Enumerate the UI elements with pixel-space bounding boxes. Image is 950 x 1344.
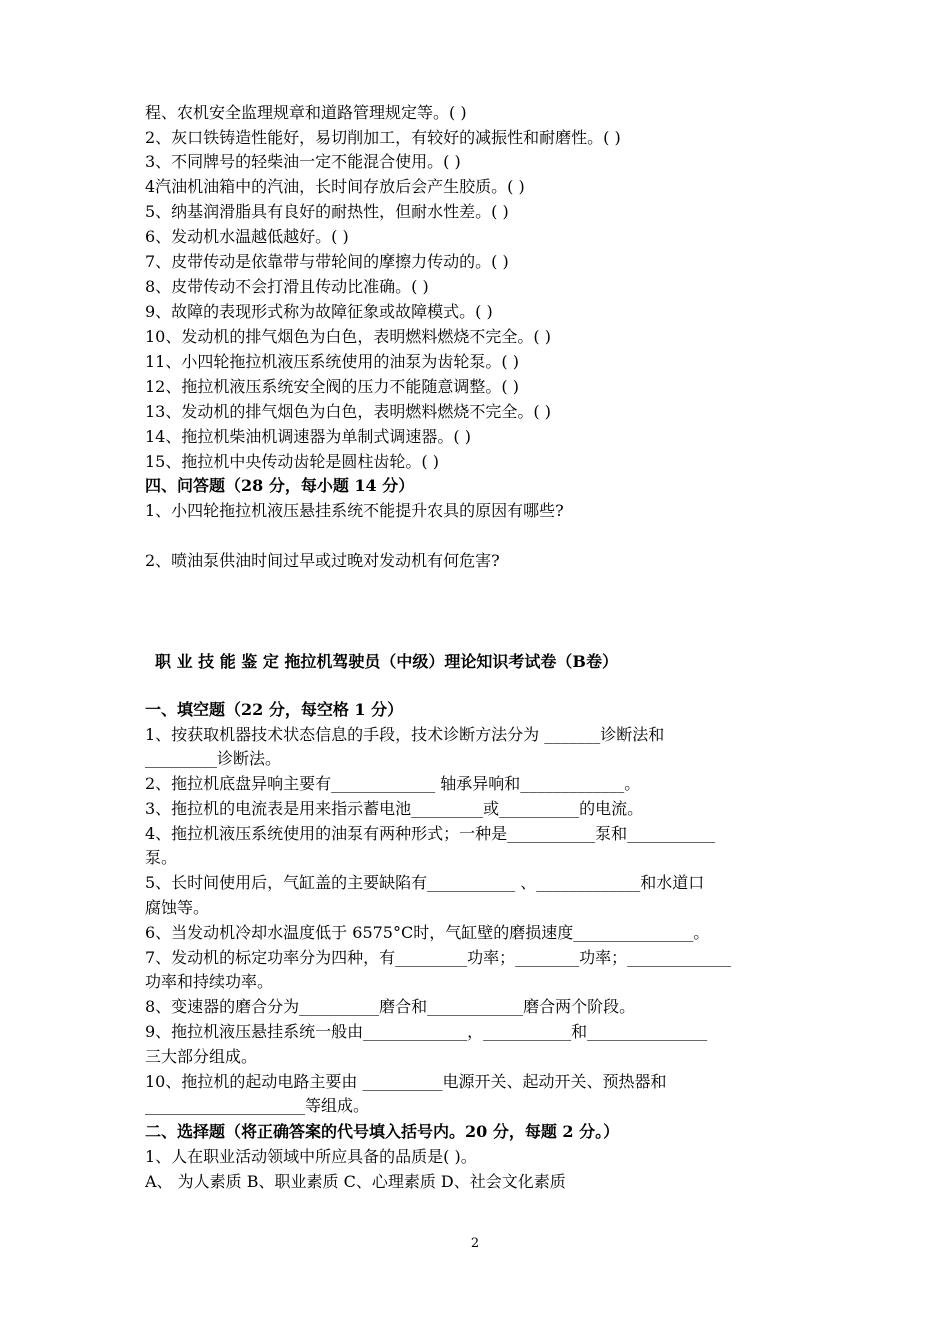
tf-item: 程、农机安全监理规章和道路管理规定等。( ) — [145, 103, 467, 122]
fill-line: 4、拖拉机液压系统使用的油泵有两种形式；一种是___________泵和___________ — [145, 824, 716, 843]
tf-item: 8、皮带传动不会打滑且传动比准确。( ) — [145, 277, 429, 296]
tf-item: 13、发动机的排气烟色为白色，表明燃料燃烧不完全。( ) — [145, 402, 551, 421]
section-heading: 一、填空题（22 分，每空格 1 分） — [145, 700, 404, 719]
fill-line: 1、按获取机器技术状态信息的手段，技术诊断方法分为 _______诊断法和 — [145, 725, 665, 744]
tf-item: 11、小四轮拖拉机液压系统使用的油泵为齿轮泵。( ) — [145, 352, 519, 371]
fill-line: 泵。 — [145, 848, 178, 867]
fill-line: 三大部分组成。 — [145, 1047, 258, 1066]
section-heading: 二、选择题（将正确答案的代号填入括号内。20 分，每题 2 分。） — [145, 1122, 620, 1141]
fill-line: 7、发动机的标定功率分为四种，有_________功率；________功率；_____________ — [145, 948, 732, 967]
tf-item: 12、拖拉机液压系统安全阀的压力不能随意调整。( ) — [145, 377, 519, 396]
exam-title: 职 业 技 能 鉴 定 拖拉机驾驶员（中级）理论知识考试卷（B卷） — [155, 652, 618, 671]
question: 1、小四轮拖拉机液压悬挂系统不能提升农具的原因有哪些? — [145, 501, 564, 520]
fill-line: 5、长时间使用后，气缸盖的主要缺陷有___________ 、_____________和水道口 — [145, 873, 705, 892]
fill-line: 6、当发动机冷却水温度低于 6575°C时，气缸壁的磨损速度_______________。 — [145, 923, 710, 942]
tf-item: 10、发动机的排气烟色为白色，表明燃料燃烧不完全。( ) — [145, 327, 551, 346]
fill-line: 3、拖拉机的电流表是用来指示蓄电池_________或__________的电流。 — [145, 799, 644, 818]
fill-line: 9、拖拉机液压悬挂系统一般由_____________，___________和_______________ — [145, 1022, 708, 1041]
fill-line: ____________________等组成。 — [145, 1096, 370, 1115]
fill-line: 10、拖拉机的起动电路主要由 __________电源开关、起动开关、预热器和 — [145, 1072, 667, 1091]
question: 2、喷油泵供油时间过早或过晚对发动机有何危害? — [145, 551, 500, 570]
question: 1、人在职业活动领域中所应具备的品质是( )。 — [145, 1147, 477, 1166]
section-heading: 四、问答题（28 分，每小题 14 分） — [145, 476, 415, 495]
answer-options: A、 为人素质 B、职业素质 C、心理素质 D、社会文化素质 — [145, 1172, 566, 1191]
tf-item: 9、故障的表现形式称为故障征象或故障模式。( ) — [145, 302, 493, 321]
tf-item: 15、拖拉机中央传动齿轮是圆柱齿轮。( ) — [145, 452, 439, 471]
fill-line: 8、变速器的磨合分为__________磨合和____________磨合两个阶段。 — [145, 997, 636, 1016]
fill-line: 功率和持续功率。 — [145, 972, 274, 991]
tf-item: 7、皮带传动是依靠带与带轮间的摩擦力传动的。( ) — [145, 252, 509, 271]
tf-item: 14、拖拉机柴油机调速器为单制式调速器。( ) — [145, 427, 471, 446]
fill-line: _________诊断法。 — [145, 749, 282, 768]
tf-item: 3、不同牌号的轻柴油一定不能混合使用。( ) — [145, 152, 461, 171]
page-number: 2 — [470, 1236, 480, 1251]
tf-item: 4汽油机油箱中的汽油，长时间存放后会产生胶质。( ) — [145, 177, 525, 196]
tf-item: 6、发动机水温越低越好。( ) — [145, 227, 349, 246]
fill-line: 2、拖拉机底盘异响主要有_____________ 轴承异响和_____________。 — [145, 774, 641, 793]
fill-line: 腐蚀等。 — [145, 898, 210, 917]
tf-item: 2、灰口铁铸造性能好，易切削加工，有较好的减振性和耐磨性。( ) — [145, 128, 621, 147]
tf-item: 5、纳基润滑脂具有良好的耐热性，但耐水性差。( ) — [145, 202, 509, 221]
